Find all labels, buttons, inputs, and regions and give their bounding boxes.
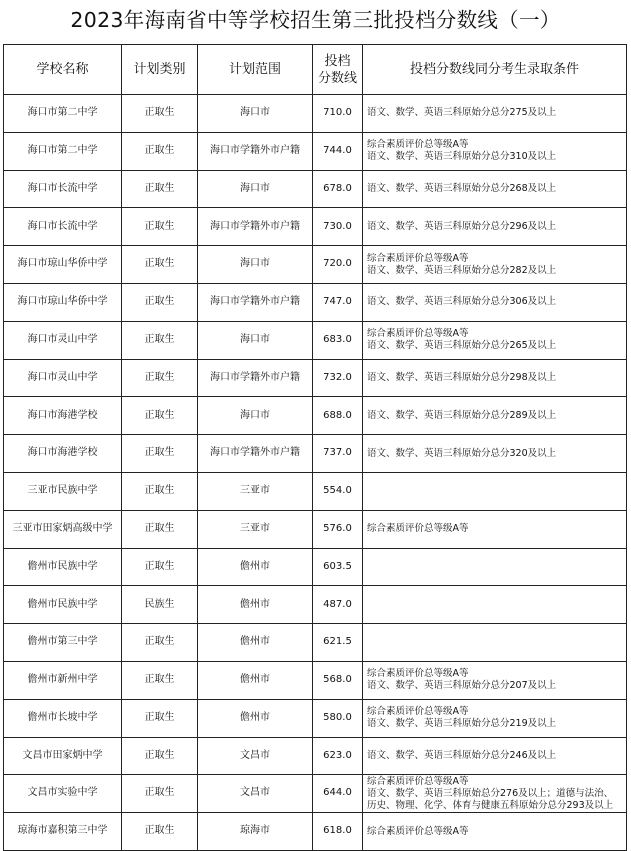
score-cell: 744.0 — [313, 132, 363, 170]
plan-type-cell: 正取生 — [122, 397, 198, 435]
plan-scope-cell: 三亚市 — [198, 472, 313, 510]
table-row — [4, 510, 627, 548]
plan-type-cell: 正取生 — [122, 624, 198, 662]
score-cell: 688.0 — [313, 397, 363, 435]
header-score-line — [313, 45, 363, 95]
school-name-cell: 海口市长流中学 — [4, 208, 122, 246]
score-cell: 683.0 — [313, 321, 363, 359]
plan-type-cell: 正取生 — [122, 813, 198, 851]
table-row — [4, 359, 627, 397]
table-row — [4, 246, 627, 284]
tie-condition-line: 语文、数学、英语三科原始分总分265及以上 — [367, 340, 557, 352]
header-score-line-2: 分数线 — [317, 70, 357, 86]
score-cell: 621.5 — [313, 624, 363, 662]
tie-condition-cell — [363, 472, 627, 510]
plan-type-cell: 正取生 — [122, 435, 198, 473]
score-cell: 737.0 — [313, 435, 363, 473]
tie-condition-cell — [363, 737, 627, 775]
school-name-cell: 儋州市民族中学 — [4, 586, 122, 624]
plan-scope-cell: 儋州市 — [198, 548, 313, 586]
table-header-row — [4, 45, 627, 95]
plan-scope-cell: 儋州市 — [198, 661, 313, 699]
table-row — [4, 775, 627, 813]
tie-condition-line: 语文、数学、英语三科原始分总分320及以上 — [367, 447, 557, 459]
school-name-cell: 海口市灵山中学 — [4, 321, 122, 359]
table-row — [4, 548, 627, 586]
plan-type-cell: 正取生 — [122, 548, 198, 586]
tie-condition-line: 语文、数学、英语三科原始分总分268及以上 — [367, 182, 557, 194]
tie-condition-line: 语文、数学、英语三科原始分总分282及以上 — [367, 264, 557, 276]
tie-condition-line: 语文、数学、英语三科原始分总分306及以上 — [367, 296, 557, 308]
school-name-cell: 文昌市实验中学 — [4, 775, 122, 813]
plan-scope-cell: 文昌市 — [198, 775, 313, 813]
table-row — [4, 95, 627, 133]
school-name-cell: 海口市海港学校 — [4, 435, 122, 473]
tie-condition-cell — [363, 699, 627, 737]
score-cell: 568.0 — [313, 661, 363, 699]
plan-scope-cell: 海口市学籍外市户籍 — [198, 132, 313, 170]
score-cell: 576.0 — [313, 510, 363, 548]
tie-condition-line: 历史、物理、化学、体育与健康五科原始分总分293及以上 — [367, 799, 614, 811]
plan-scope-cell: 海口市 — [198, 246, 313, 284]
plan-type-cell: 正取生 — [122, 775, 198, 813]
school-name-cell: 海口市海港学校 — [4, 397, 122, 435]
plan-scope-cell: 儋州市 — [198, 699, 313, 737]
tie-condition-cell — [363, 548, 627, 586]
tie-condition-line: 语文、数学、英语三科原始分总分207及以上 — [367, 680, 557, 692]
score-cell: 603.5 — [313, 548, 363, 586]
plan-scope-cell: 海口市 — [198, 321, 313, 359]
score-cell: 732.0 — [313, 359, 363, 397]
table-row — [4, 435, 627, 473]
plan-scope-cell: 海口市 — [198, 95, 313, 133]
plan-scope-cell: 海口市学籍外市户籍 — [198, 359, 313, 397]
score-cell: 623.0 — [313, 737, 363, 775]
score-cell: 720.0 — [313, 246, 363, 284]
tie-condition-line: 语文、数学、英语三科原始分总分310及以上 — [367, 151, 557, 163]
score-cell: 618.0 — [313, 813, 363, 851]
plan-type-cell: 正取生 — [122, 359, 198, 397]
plan-scope-cell: 海口市 — [198, 170, 313, 208]
school-name-cell: 儋州市民族中学 — [4, 548, 122, 586]
tie-condition-cell — [363, 95, 627, 133]
table-row — [4, 624, 627, 662]
table-row — [4, 321, 627, 359]
header-school-name: 学校名称 — [4, 45, 122, 95]
plan-scope-cell: 海口市学籍外市户籍 — [198, 283, 313, 321]
plan-type-cell: 正取生 — [122, 170, 198, 208]
plan-type-cell: 正取生 — [122, 472, 198, 510]
plan-scope-cell: 海口市学籍外市户籍 — [198, 435, 313, 473]
tie-condition-cell — [363, 624, 627, 662]
header-plan-scope: 计划范围 — [198, 45, 313, 95]
plan-type-cell: 正取生 — [122, 661, 198, 699]
table-row — [4, 170, 627, 208]
school-name-cell: 三亚市田家炳高级中学 — [4, 510, 122, 548]
school-name-cell: 海口市灵山中学 — [4, 359, 122, 397]
tie-condition-line: 语文、数学、英语三科原始分总分246及以上 — [367, 749, 557, 761]
table-row — [4, 586, 627, 624]
school-name-cell: 儋州市第三中学 — [4, 624, 122, 662]
plan-type-cell: 正取生 — [122, 699, 198, 737]
tie-condition-line: 综合素质评价总等级A等 — [367, 775, 469, 787]
score-cell: 554.0 — [313, 472, 363, 510]
school-name-cell: 海口市长流中学 — [4, 170, 122, 208]
plan-scope-cell: 文昌市 — [198, 737, 313, 775]
plan-scope-cell: 海口市学籍外市户籍 — [198, 208, 313, 246]
table-row — [4, 813, 627, 851]
score-cell: 487.0 — [313, 586, 363, 624]
school-name-cell: 三亚市民族中学 — [4, 472, 122, 510]
tie-condition-line: 综合素质评价总等级A等 — [367, 825, 469, 837]
tie-condition-cell — [363, 170, 627, 208]
plan-type-cell: 正取生 — [122, 95, 198, 133]
tie-condition-line: 综合素质评价总等级A等 — [367, 252, 469, 264]
header-plan-type: 计划类别 — [122, 45, 198, 95]
plan-scope-cell: 海口市 — [198, 397, 313, 435]
school-name-cell: 琼海市嘉积第三中学 — [4, 813, 122, 851]
table-row — [4, 283, 627, 321]
plan-type-cell: 正取生 — [122, 510, 198, 548]
score-cell: 580.0 — [313, 699, 363, 737]
tie-condition-cell — [363, 435, 627, 473]
plan-type-cell: 正取生 — [122, 283, 198, 321]
plan-scope-cell: 琼海市 — [198, 813, 313, 851]
tie-condition-cell — [363, 813, 627, 851]
tie-condition-line: 语文、数学、英语三科原始总分276及以上；道德与法治、 — [367, 787, 614, 799]
school-name-cell: 儋州市新州中学 — [4, 661, 122, 699]
table-row — [4, 132, 627, 170]
tie-condition-line: 语文、数学、英语三科原始分总分289及以上 — [367, 409, 557, 421]
table-row — [4, 208, 627, 246]
tie-condition-cell — [363, 775, 627, 813]
tie-condition-line: 语文、数学、英语三科原始分总分296及以上 — [367, 220, 557, 232]
tie-condition-cell — [363, 359, 627, 397]
tie-condition-line: 语文、数学、英语三科原始分总分275及以上 — [367, 107, 557, 119]
tie-condition-cell — [363, 283, 627, 321]
school-name-cell: 文昌市田家炳中学 — [4, 737, 122, 775]
plan-scope-cell: 三亚市 — [198, 510, 313, 548]
header-score-line-1: 投档 — [324, 53, 351, 69]
tie-condition-cell — [363, 321, 627, 359]
table-row — [4, 661, 627, 699]
tie-condition-line: 综合素质评价总等级A等 — [367, 139, 469, 151]
plan-type-cell: 正取生 — [122, 208, 198, 246]
tie-condition-line: 综合素质评价总等级A等 — [367, 328, 469, 340]
tie-condition-cell — [363, 510, 627, 548]
school-name-cell: 海口市琼山华侨中学 — [4, 246, 122, 284]
plan-scope-cell: 儋州市 — [198, 624, 313, 662]
tie-condition-cell — [363, 586, 627, 624]
header-tie-condition: 投档分数线同分考生录取条件 — [363, 45, 627, 95]
school-name-cell: 儋州市长坡中学 — [4, 699, 122, 737]
plan-type-cell: 正取生 — [122, 321, 198, 359]
score-cell: 730.0 — [313, 208, 363, 246]
tie-condition-cell — [363, 132, 627, 170]
admission-score-table — [3, 44, 627, 851]
tie-condition-line: 综合素质评价总等级A等 — [367, 706, 469, 718]
tie-condition-cell — [363, 397, 627, 435]
school-name-cell: 海口市琼山华侨中学 — [4, 283, 122, 321]
table-body — [4, 95, 627, 851]
plan-type-cell: 民族生 — [122, 586, 198, 624]
page-title: 2023年海南省中等学校招生第三批投档分数线（一） — [70, 8, 561, 32]
plan-type-cell: 正取生 — [122, 132, 198, 170]
tie-condition-line: 综合素质评价总等级A等 — [367, 668, 469, 680]
plan-type-cell: 正取生 — [122, 246, 198, 284]
school-name-cell: 海口市第二中学 — [4, 132, 122, 170]
score-cell: 644.0 — [313, 775, 363, 813]
table-row — [4, 472, 627, 510]
table-row — [4, 699, 627, 737]
tie-condition-line: 综合素质评价总等级A等 — [367, 523, 469, 535]
score-cell: 710.0 — [313, 95, 363, 133]
tie-condition-line: 语文、数学、英语三科原始分总分298及以上 — [367, 371, 557, 383]
table-row — [4, 397, 627, 435]
tie-condition-cell — [363, 208, 627, 246]
tie-condition-line: 语文、数学、英语三科原始分总分219及以上 — [367, 718, 557, 730]
score-cell: 678.0 — [313, 170, 363, 208]
table-row — [4, 737, 627, 775]
plan-scope-cell: 儋州市 — [198, 586, 313, 624]
school-name-cell: 海口市第二中学 — [4, 95, 122, 133]
tie-condition-cell — [363, 661, 627, 699]
tie-condition-cell — [363, 246, 627, 284]
plan-type-cell: 正取生 — [122, 737, 198, 775]
score-cell: 747.0 — [313, 283, 363, 321]
